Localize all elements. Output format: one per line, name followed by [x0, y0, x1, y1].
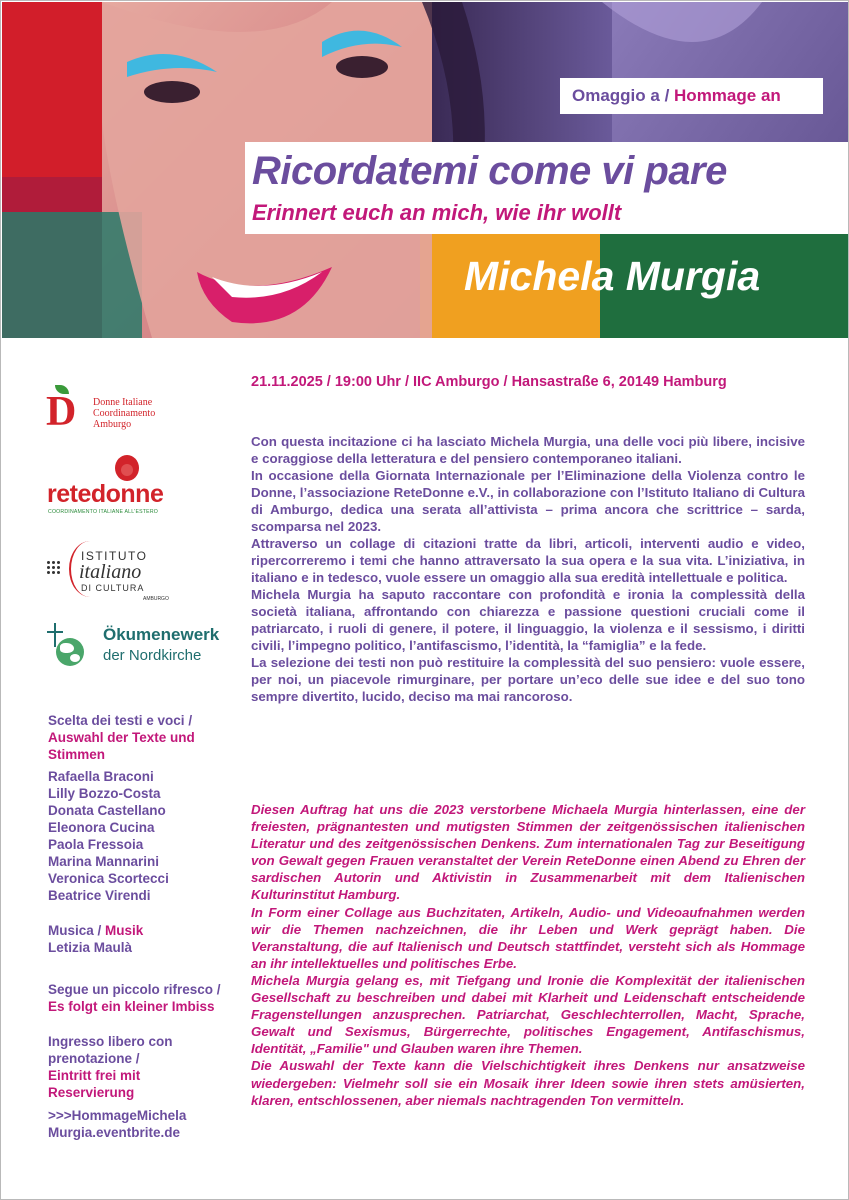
title-german: Erinnert euch an mich, wie ihr wollt [252, 200, 622, 225]
german-description [251, 801, 805, 1109]
paragraph: La selezione dei testi non può restituire la complessità del suo pensiero: vuole essere, per noi, un piacevole rimurginare, per portare un’eco delle sue idee e del suo tono sempre divertito, lucido, deciso ma mai rancoroso. [251, 655, 805, 704]
paragraph: Die Auswahl der Texte kann die Vielschichtigkeit ihres Denkens nur ansatzweise wiedergeben: Vielmehr soll sie ein Mosaik ihrer Ideen sowie ihren stets amüsierten, klaren, entschlossenen, aber niemals nachtragenden Ton vermitteln. [251, 1058, 805, 1108]
admission-note: Ingresso libero con prenotazione / Eintritt frei mit Reservierung [48, 1034, 173, 1100]
title-italian: Ricordatemi come vi pare [252, 149, 727, 193]
iic-logo [47, 539, 227, 603]
dots-icon [47, 561, 67, 577]
event-details: 21.11.2025 / 19:00 Uhr / IIC Amburgo / Hansastraße 6, 20149 Hamburg [251, 374, 727, 390]
oekumene-line-2: der Nordkirche [103, 647, 202, 664]
paragraph: Michela Murgia gelang es, mit Tiefgang und Ironie die Komplexität der italienischen Gesellschaft zu beschreiben und dabei mit Klarheit und Leidenschaft entscheidende Fragenstellungen anzusprechen. Patriarchat, Geschlechterrollen, Macht, Sprache, Gewalt und Sexismus, Bürgerrechte, politisches Engagement, Antifaschismus, Identität, „Familie" und Glauben waren ihre Themen. [251, 972, 805, 1057]
refreshment-note: Segue un piccolo rifresco / Es folgt ein kleiner Imbiss [48, 982, 221, 1014]
iic-line-2: italiano [79, 561, 142, 583]
paragraph: In occasione della Giornata Internazionale per l’Eliminazione della Violenza contro le Donne, l’associazione ReteDonne e.V., in collaborazione con l’Istituto Italiano di Cultura di Amburgo, dedica una serata all’attivista – prima ancora che scrittrice – sarda, scomparsa nel 2023. [251, 468, 805, 534]
retedonne-wordmark: retedonne [47, 480, 164, 508]
paragraph: Michela Murgia ha saputo raccontare con profondità e ironia la complessità della società italiana, affrontando con chiarezza e passione questioni cruciali come il patriarcato, i ruoli di genere, il potere, il linguaggio, la violenza e il sessismo, i diritti civili, l’impegno politico, l’antifascismo, l’identità, la “famiglia” e la fede. [251, 587, 805, 653]
retedonne-logo [47, 455, 227, 517]
oekumene-line-1: Ökumenewerk [103, 625, 220, 644]
hero-portrait [2, 2, 849, 338]
homage-label [560, 78, 823, 114]
list-item: Veronica Scortecci [48, 871, 169, 886]
pomegranate-icon [115, 455, 139, 481]
italian-description [251, 433, 805, 705]
voices-list [48, 768, 238, 904]
list-item: Rafaella Braconi [48, 769, 154, 784]
paragraph: In Form einer Collage aus Buchzitaten, Artikeln, Audio- und Videoaufnahmen werden wir die Themen nachzeichnen, die ihr Leben und Werk geprägt haben. Die Veranstaltung, die auf Italienisch und Deutsch stattfindet, versteht sich als Hommage an ihr intellektuelles und politisches Erbe. [251, 904, 805, 971]
list-item: Paola Fressoia [48, 837, 144, 852]
paragraph: Diesen Auftrag hat uns die 2023 verstorbene Michaela Murgia hinterlassen, eine der freiesten, prägnantesten und mutigsten Stimmen der zeitgenössischen italienischen Literatur und des zeitgenössischen Denkens. Zum internationalen Tag zur Beseitigung von Gewalt gegen Frauen veranstaltet der Verein ReteDonne einen Abend zu Ehren der sardischen Autorin und Aktivistin in Zusammenarbeit mit dem Italienischen Kulturinstitut Hamburg. [251, 802, 805, 903]
list-item: Marina Mannarini [48, 854, 160, 869]
credits-music: Musica / Musik Letizia Maulà [48, 923, 144, 955]
homage-label-de: Hommage an [674, 86, 781, 105]
homage-label-it: Omaggio a / [572, 86, 670, 105]
list-item: Eleonora Cucina [48, 820, 155, 835]
reservation-link[interactable]: >>>HommageMichela Murgia.eventbrite.de [48, 1108, 187, 1140]
donne-italiane-text: Donne Italiane Coordinamento Amburgo [93, 397, 156, 430]
iic-line-3: DI CULTURA [81, 583, 145, 593]
iic-line-4: AMBURGO [143, 596, 169, 602]
retedonne-subtitle: COORDINAMENTO ITALIANE ALL'ESTERO [48, 509, 159, 515]
oekumenewerk-logo [47, 623, 227, 671]
d-letter-icon: D [46, 389, 77, 435]
credits-selection: Scelta dei testi e voci / Auswahl der Texte und Stimmen [48, 713, 195, 762]
paragraph: Attraverso un collage di citazioni tratte da libri, articoli, interventi audio e video, ripercorreremo i temi che hanno attraversato la sua opera e la sua vita. L’iniziativa, in italiano e in tedesco, vuole essere un omaggio alla sua eredità intellettuale e politica. [251, 536, 805, 585]
iic-line-1: ISTITUTO [81, 549, 148, 563]
list-item: Lilly Bozzo-Costa [48, 786, 161, 801]
donne-italiane-logo [46, 385, 226, 437]
honoree-name: Michela Murgia [464, 253, 761, 299]
list-item: Beatrice Virendi [48, 888, 151, 903]
globe-icon [56, 638, 84, 666]
list-item: Donata Castellano [48, 803, 166, 818]
paragraph: Con questa incitazione ci ha lasciato Michela Murgia, una delle voci più libere, incisive e coraggiose della letteratura e del pensiero contemporaneo italiani. [251, 434, 805, 466]
